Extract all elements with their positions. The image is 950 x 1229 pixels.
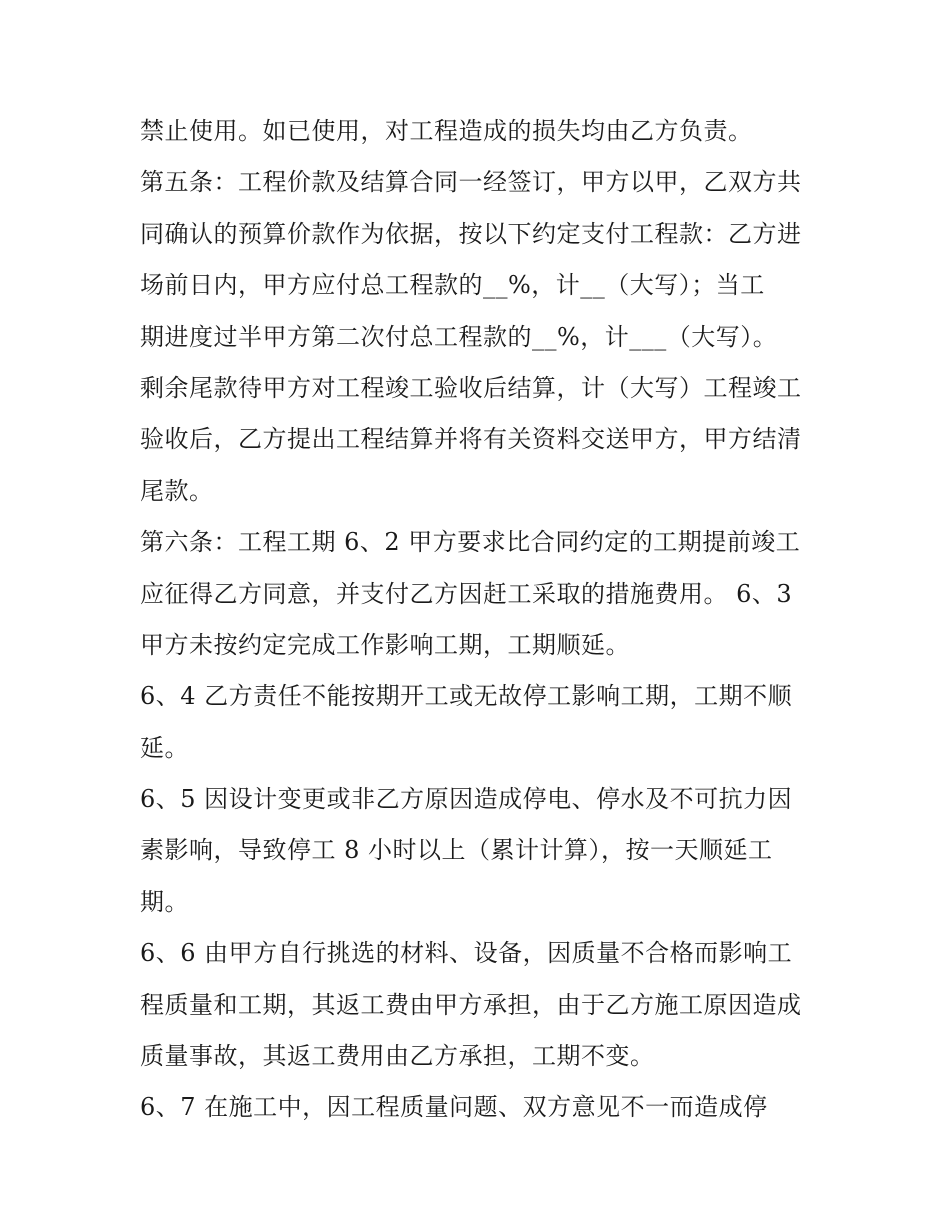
text-line: 第六条：工程工期 6、2 甲方要求比合同约定的工期提前竣工 (140, 528, 801, 557)
text-line: 禁止使用。如已使用，对工程造成的损失均由乙方负责。 (140, 117, 753, 145)
text-line: 尾款。 (140, 476, 214, 505)
text-line: 同确认的预算价款作为依据，按以下约定支付工程款：乙方进 (140, 219, 802, 248)
text-line: 甲方未按约定完成工作影响工期，工期顺延。 (140, 630, 630, 659)
text-line: 验收后，乙方提出工程结算并将有关资料交送甲方，甲方结清 (140, 425, 802, 454)
text-line: 6、4 乙方责任不能按期开工或无故停工影响工期，工期不顺 (140, 682, 793, 711)
text-line: 6、7 在施工中，因工程质量问题、双方意见不一而造成停 (140, 1093, 768, 1122)
text-line: 素影响，导致停工 8 小时以上（累计计算），按一天顺延工 (140, 836, 773, 865)
text-line: 剩余尾款待甲方对工程竣工验收后结算，计（大写）工程竣工 (140, 373, 802, 402)
text-line: 6、6 由甲方自行挑选的材料、设备，因质量不合格而影响工 (140, 939, 793, 968)
contract-text (140, 106, 830, 1134)
text-line: 第五条：工程价款及结算合同一经签订，甲方以甲，乙双方共 (140, 168, 802, 197)
text-line: 延。 (140, 733, 189, 762)
text-line: 程质量和工期，其返工费由甲方承担，由于乙方施工原因造成 (140, 990, 802, 1019)
text-line: 应征得乙方同意，并支付乙方因赶工采取的措施费用。 6、3 (140, 579, 793, 608)
text-line: 6、5 因设计变更或非乙方原因造成停电、停水及不可抗力因 (140, 785, 793, 814)
text-line: 质量事故，其返工费用由乙方承担，工期不变。 (140, 1042, 655, 1071)
text-line: 期进度过半甲方第二次付总工程款的__%，计___（大写）。 (140, 322, 778, 351)
text-line: 场前日内，甲方应付总工程款的__%，计__（大写）；当工 (140, 271, 765, 300)
text-line: 期。 (140, 887, 189, 916)
